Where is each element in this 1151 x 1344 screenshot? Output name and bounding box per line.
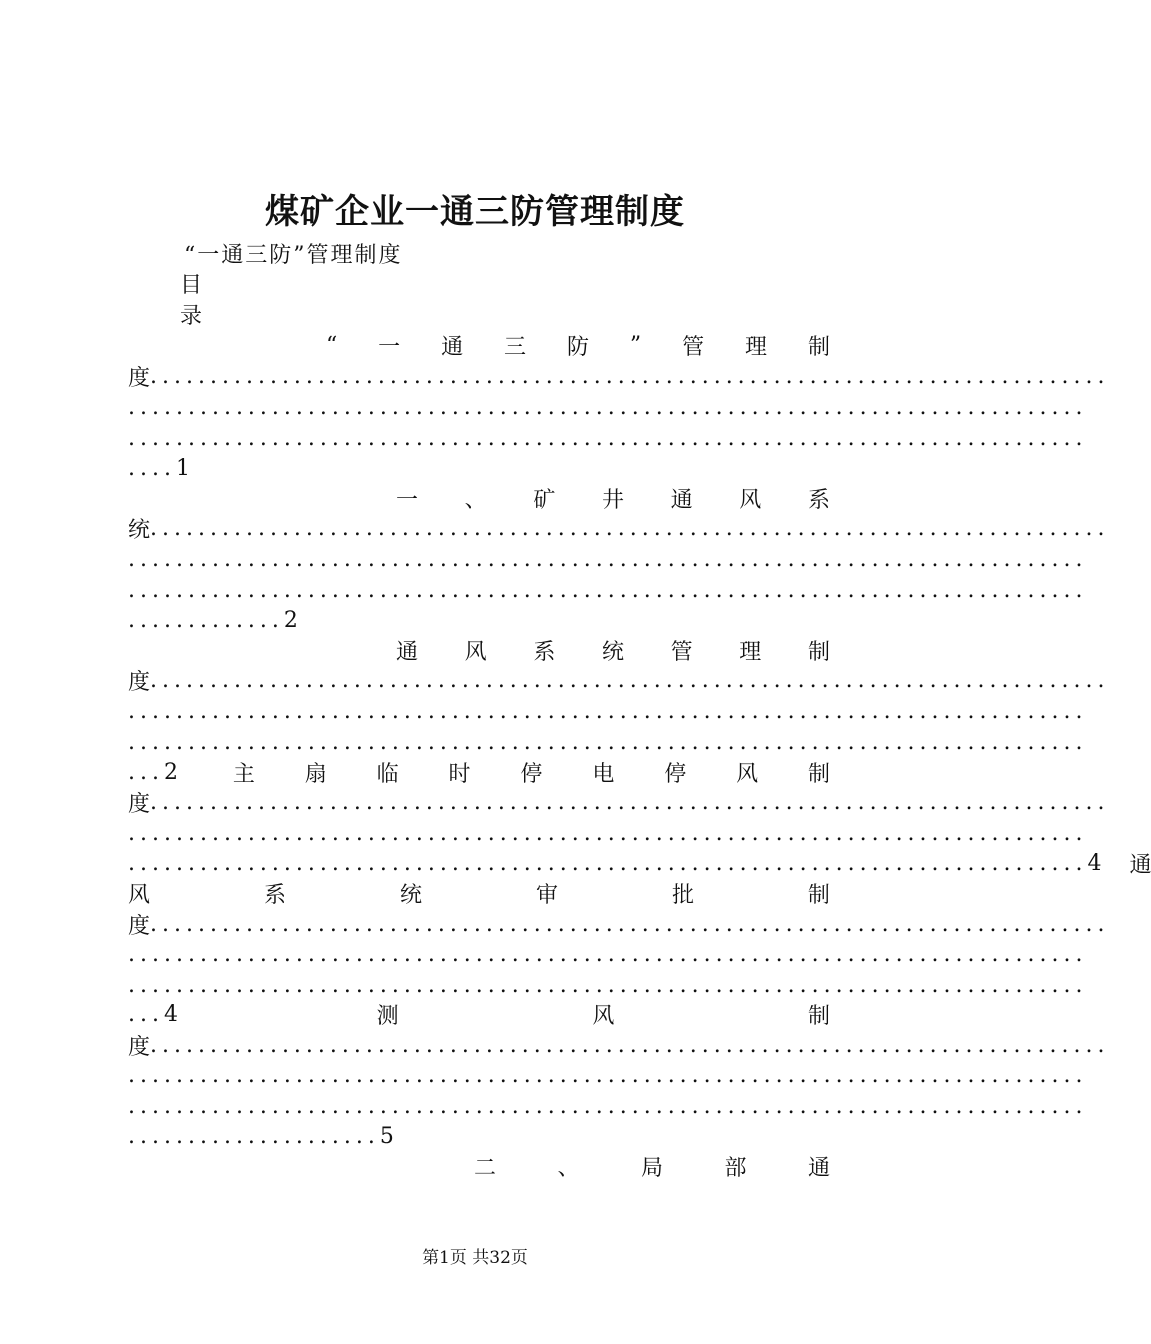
toc-char: 三 [504,334,527,360]
toc-char: 风 [592,1003,615,1029]
toc-line [128,848,1151,878]
toc-line [128,939,1088,969]
toc-line [128,575,1088,605]
page-number: 1 [175,455,190,481]
toc-char: 防 [566,334,589,360]
toc-char: 通 [441,334,464,360]
leader-dots: ................................................................................ [150,363,1110,389]
toc-char: 通 [1129,852,1151,878]
toc-char: “ [326,332,338,358]
document-subtitle: “一通三防”管理制度 [184,243,403,268]
toc-char: 风 [739,487,762,513]
toc-line [128,970,1088,1000]
toc-char: 停 [520,761,543,787]
toc-char: 度 [128,913,151,939]
toc-line [128,1030,1110,1060]
toc-char: 停 [664,761,687,787]
toc-char: 批 [671,882,694,908]
toc-char: 时 [448,761,471,787]
toc-char: 制 [807,639,830,665]
toc-line [128,423,1088,453]
toc-char: 部 [724,1155,747,1181]
toc-char: 局 [640,1155,663,1181]
toc-label-lu: 录 [180,304,203,329]
page-number: 2 [283,607,298,633]
toc-line [326,330,830,360]
toc-char: 一 [396,487,419,513]
toc-line [128,909,1110,939]
toc-line [128,453,830,483]
toc-line [128,818,1088,848]
toc-label-mu: 目 [180,273,203,298]
toc-char: 主 [232,761,255,787]
toc-char: 统 [399,882,422,908]
leader-dots: ................................................................................ [128,820,1088,846]
toc-line [128,1121,830,1151]
leader-dots: ..................... [128,1123,380,1149]
toc-char: 通 [396,639,419,665]
leader-dots: ................................................................................ [150,515,1110,541]
leader-dots: ................................................................................ [150,667,1110,693]
toc-line [128,544,1088,574]
leader-dots: ................................................................................ [128,972,1088,998]
toc-char: 井 [601,487,624,513]
leader-dots: ................................................................................ [128,1093,1088,1119]
leader-dots: ................................................................................ [150,1032,1110,1058]
leader-dots: ................................................................................ [150,911,1110,937]
toc-char: 度 [128,1034,151,1060]
toc-char: 度 [128,791,151,817]
toc-char: 度 [128,365,151,391]
toc-char: 测 [376,1003,399,1029]
page-number: ...4 [128,1001,183,1027]
leader-dots: ................................................................................ [128,941,1088,967]
toc-char: 、 [557,1155,580,1181]
leader-dots: ................................................................................ [128,729,1088,755]
toc-char: 电 [592,761,615,787]
toc-line [128,392,1088,422]
leader-dots: ................................................................................ [128,1062,1088,1088]
leader-dots: ................................................................................ [128,577,1088,603]
toc-char: 管 [670,639,693,665]
toc-char: 制 [807,1003,830,1029]
toc-line [128,787,1110,817]
toc-char: 系 [263,882,286,908]
toc-line [474,1151,830,1181]
leader-dots: .... [128,455,176,481]
toc-char: 临 [376,761,399,787]
toc-line [128,513,1110,543]
leader-dots: ................................................................................ [128,850,1088,876]
toc-char: 风 [736,761,759,787]
toc-line [128,665,1110,695]
leader-dots: ................................................................................ [128,698,1088,724]
toc-char: 矿 [533,487,556,513]
toc-char: 风 [464,639,487,665]
page-footer: 第1页 共32页 [422,1248,528,1268]
toc-char: 风 [128,882,151,908]
toc-line [128,878,830,908]
page-number: 4 [1087,850,1102,876]
page-number: ...2 [128,759,183,785]
toc-char: 制 [807,882,830,908]
toc-char: 系 [807,487,830,513]
toc-char: 理 [745,334,768,360]
toc-line [396,635,830,665]
leader-dots: ................................................................................ [128,546,1088,572]
toc-char: 一 [378,334,401,360]
toc-char: ” [629,332,642,358]
toc-char: 通 [670,487,693,513]
toc-line [128,696,1088,726]
toc-line [128,757,830,787]
toc-line [128,605,830,635]
toc-char: 管 [682,334,705,360]
toc-char: 、 [464,487,487,513]
leader-dots: ................................................................................ [128,394,1088,420]
toc-char: 二 [474,1155,497,1181]
toc-line [396,483,830,513]
toc-char: 理 [739,639,762,665]
toc-char: 制 [807,761,830,787]
toc-line [128,727,1088,757]
toc-line [128,1060,1088,1090]
leader-dots: ................................................................................ [150,789,1110,815]
toc-char: 系 [533,639,556,665]
toc-char: 统 [601,639,624,665]
document-title: 煤矿企业一通三防管理制度 [265,192,685,232]
page-number: 5 [379,1123,394,1149]
leader-dots: ................................................................................ [128,425,1088,451]
toc-char: 扇 [304,761,327,787]
toc-line [128,361,1110,391]
toc-char: 审 [535,882,558,908]
toc-line [128,1091,1088,1121]
toc-char: 制 [807,334,830,360]
toc-line [128,999,830,1029]
toc-char: 统 [128,517,151,543]
toc-char: 度 [128,669,151,695]
toc-char: 通 [807,1155,830,1181]
leader-dots: ............. [128,607,284,633]
